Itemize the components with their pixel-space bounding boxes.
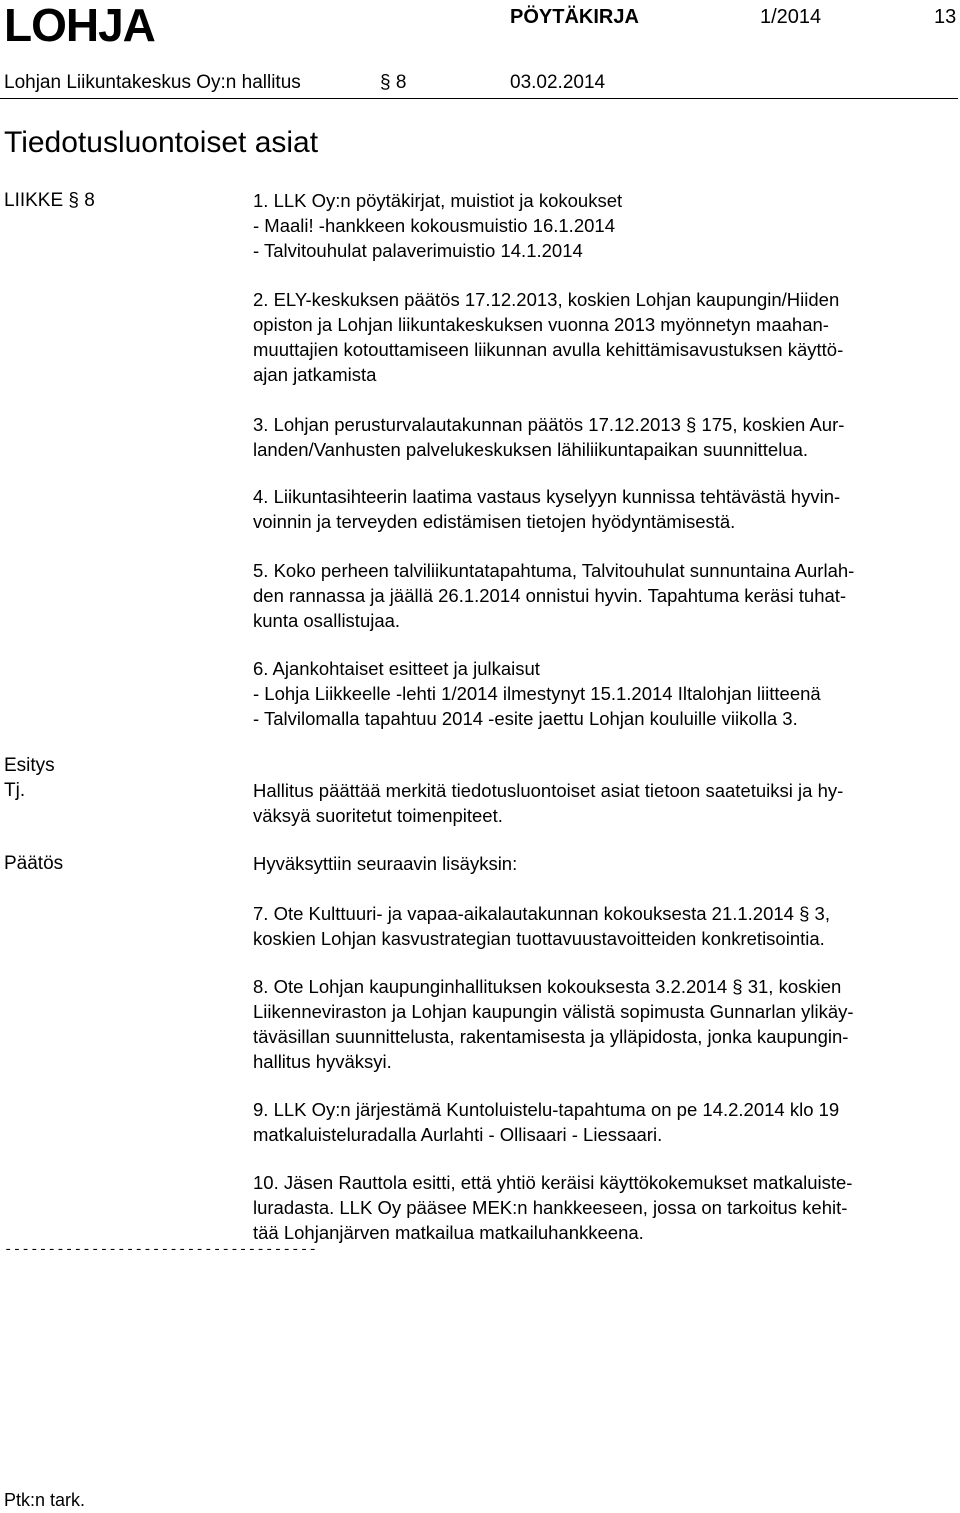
item-4: 4. Liikuntasihteerin laatima vastaus kyselyyn kunnissa tehtävästä hyvin- voinnin ja terveyden edistämisen tietojen hyödyntämisestä. — [253, 486, 841, 532]
case-label: LIIKKE § 8 — [4, 190, 95, 211]
proposal-text: Hallitus päättää merkitä tiedotusluontoiset asiat tietoon saatetuiksi ja hy- väksyä suoritetut toimenpiteet. — [253, 780, 844, 826]
item-8: 8. Ote Lohjan kaupunginhallituksen kokouksesta 3.2.2014 § 31, koskien Liikenneviraston ja Lohjan kaupungin välistä sopimusta Gunnarlan ylikäy- täväsillan suunnittelusta, rakentamisesta ja ylläpidosta, jonka kaupungin- hallitus hyväksyi. — [253, 976, 854, 1072]
item-3: 3. Lohjan perusturvalautakunnan päätös 17.12.2013 § 175, koskien Aur- landen/Vanhusten palvelukeskuksen lähiliikuntapaikan suunnittelua. — [253, 414, 845, 460]
separator-line: ------------------------------------ — [4, 1242, 318, 1258]
proposal-label: Esitys — [4, 755, 55, 776]
footer-label: Ptk:n tark. — [4, 1490, 86, 1510]
board-name: Lohjan Liikuntakeskus Oy:n hallitus — [4, 72, 301, 93]
item-2: 2. ELY-keskuksen päätös 17.12.2013, koskien Lohjan kaupungin/Hiiden opiston ja Lohjan liikuntakeskuksen vuonna 2013 myönnetyn maahan- muuttajien kotouttamiseen liikunnan avulla kehittämisavustuksen käyttö- ajan jatkamista — [253, 289, 844, 385]
decision-label: Päätös — [4, 853, 64, 874]
item-6: 6. Ajankohtaiset esitteet ja julkaisut - Lohja Liikkeelle -lehti 1/2014 ilmestynyt 15.1.2014 Iltalohjan liitteenä - Talvilomalla tapahtuu 2014 -esite jaettu Lohjan kouluille viikolla 3. — [253, 658, 821, 729]
section-number: § 8 — [380, 72, 407, 93]
page-title: Tiedotusluontoiset asiat — [4, 126, 319, 159]
page-number: 13 — [934, 6, 957, 28]
decision-text: Hyväksyttiin seuraavin lisäyksin: — [253, 853, 518, 874]
lohja-logo: LOHJA — [4, 0, 155, 51]
proposer-label: Tj. — [4, 780, 26, 801]
document-type: PÖYTÄKIRJA — [510, 6, 639, 28]
item-1: 1. LLK Oy:n pöytäkirjat, muistiot ja kokoukset - Maali! -hankkeen kokousmuistio 16.1.2014 - Talvitouhulat palaverimuistio 14.1.2014 — [253, 190, 623, 261]
meeting-date: 03.02.2014 — [510, 72, 606, 93]
item-5: 5. Koko perheen talviliikuntatapahtuma, Talvitouhulat sunnuntaina Aurlah- den rannassa ja jäällä 26.1.2014 onnistui hyvin. Tapahtuma keräsi tuhat- kunta osallistujaa. — [253, 560, 855, 631]
item-7: 7. Ote Kulttuuri- ja vapaa-aikalautakunnan kokouksesta 21.1.2014 § 3, koskien Lohjan kasvustrategian tuottavuustavoitteiden konkretisointia. — [253, 903, 830, 949]
header-rule — [0, 98, 958, 99]
item-10: 10. Jäsen Rauttola esitti, että yhtiö keräisi käyttökokemukset matkaluiste- luradasta. LLK Oy pääsee MEK:n hankkeeseen, jossa on tarkoitus kehit- tää Lohjanjärven matkailua matkailuhankkeena. — [253, 1172, 853, 1243]
item-9: 9. LLK Oy:n järjestämä Kuntoluistelu-tapahtuma on pe 14.2.2014 klo 19 matkaluisteluradalla Aurlahti - Ollisaari - Liessaari. — [253, 1099, 840, 1145]
document-number: 1/2014 — [760, 6, 822, 28]
